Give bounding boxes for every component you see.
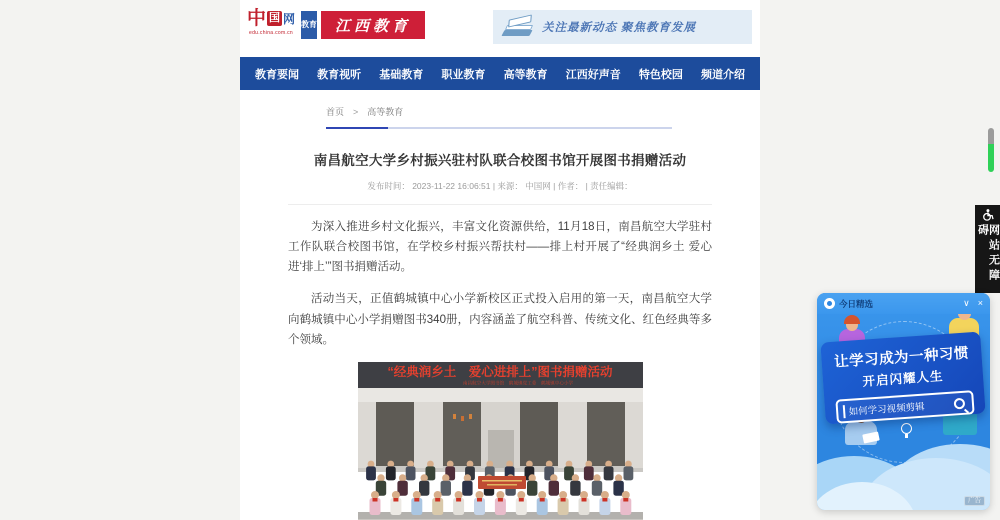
nav-item-jiaoyuyaowen[interactable]: 教育要闻 <box>255 68 299 81</box>
nav-item-gaodengjiaoyu[interactable]: 高等教育 <box>503 68 548 81</box>
accessibility-tab[interactable] <box>975 205 1000 293</box>
article-title: 南昌航空大学乡村振兴驻村队联合校图书馆开展图书捐赠活动 <box>313 153 687 168</box>
logo-wang-glyph: 网 <box>283 12 296 26</box>
article-meta: 发布时间： 2023-11-22 16:06:51 | 来源： 中国网 | 作者： | 责任编辑： <box>367 181 633 191</box>
ad-brand-icon <box>824 298 835 309</box>
photo-led-banner-line2: 南昌航空大学图书馆 鹤城镇党工委 鹤城镇中心小学 <box>462 380 573 386</box>
education-badge: 教育 <box>301 11 317 39</box>
article-paragraph: 活动当天，正值鹤城镇中心小学新校区正式投入启用的第一天，南昌航空大学向鹤城镇中心小学捐赠图书340册，内容涵盖了航空科普、传统文化、红色经典等多个领域。 <box>288 293 712 346</box>
lightbulb-icon <box>901 423 912 434</box>
nav-item-tesexiaoyuan[interactable]: 特色校园 <box>638 68 683 81</box>
nav-item-jiangxihaoshengyin[interactable]: 江西好声音 <box>565 68 621 81</box>
text-cursor <box>843 405 845 418</box>
ad-search-text: 如何学习视频剪辑 <box>848 401 925 418</box>
breadcrumb-current[interactable]: 高等教育 <box>367 107 404 117</box>
book-stack-icon <box>503 17 533 38</box>
article-body <box>288 217 712 350</box>
main-nav <box>240 57 760 90</box>
ad-popup[interactable] <box>817 293 990 510</box>
accessibility-tab-label: 网站无障碍 <box>976 223 1000 284</box>
photo-led-banner-line1: “经典润乡土 爱心进排上”图书捐赠活动 <box>386 364 613 379</box>
site-header <box>240 0 760 57</box>
wheelchair-icon <box>981 209 994 221</box>
ad-header <box>817 293 990 314</box>
header-slogan-banner[interactable] <box>493 10 752 44</box>
logo-domain-text: edu.china.com.cn <box>249 30 293 36</box>
logo-zhong-glyph: 中 <box>246 8 266 29</box>
ad-headline-line1: 让学习成为一种习惯 <box>833 345 970 371</box>
slogan-text: 关注最新动态 聚焦教育发展 <box>542 22 696 34</box>
nav-item-pindaojieshao[interactable]: 频道介绍 <box>700 68 745 81</box>
scroll-progress-indicator[interactable] <box>988 128 994 172</box>
ad-headline-panel[interactable] <box>820 332 985 425</box>
content-column <box>240 0 760 520</box>
jiangxi-education-banner[interactable]: 江西教育 <box>321 11 425 39</box>
breadcrumb-separator: > <box>353 106 359 117</box>
article-divider <box>288 204 712 205</box>
breadcrumb-divider <box>326 127 672 129</box>
ad-headline-line2: 开启闪耀人生 <box>862 369 944 389</box>
china-net-logo[interactable] <box>245 9 297 36</box>
breadcrumb-home-link[interactable]: 首页 <box>326 107 345 117</box>
search-icon[interactable] <box>954 397 966 409</box>
logo-guo-glyph: 国 <box>269 12 280 24</box>
photo-donation-plaque <box>478 476 526 489</box>
chevron-down-icon[interactable]: ∨ <box>963 298 970 308</box>
article-photo-group-photo <box>358 362 643 520</box>
nav-item-jiaoyushiting[interactable]: 教育视听 <box>317 68 362 81</box>
nav-item-zhiyejiaoyu[interactable]: 职业教育 <box>441 68 486 81</box>
nav-item-jichujiaoyu[interactable]: 基础教育 <box>379 68 424 81</box>
close-icon[interactable]: × <box>977 298 983 308</box>
breadcrumb <box>240 90 760 118</box>
ad-label-badge: 广告 <box>964 496 985 507</box>
article-paragraph: 为深入推进乡村文化振兴，丰富文化资源供给，11月18日，南昌航空大学驻村工作队联合校图书馆，在学校乡村振兴帮扶村——排上村开展了“经典润乡土 爱心进‘排上’”图书捐赠活动。 <box>288 221 712 274</box>
site-logo[interactable] <box>245 9 425 39</box>
ad-brand-name: 今日精选 <box>839 298 874 309</box>
